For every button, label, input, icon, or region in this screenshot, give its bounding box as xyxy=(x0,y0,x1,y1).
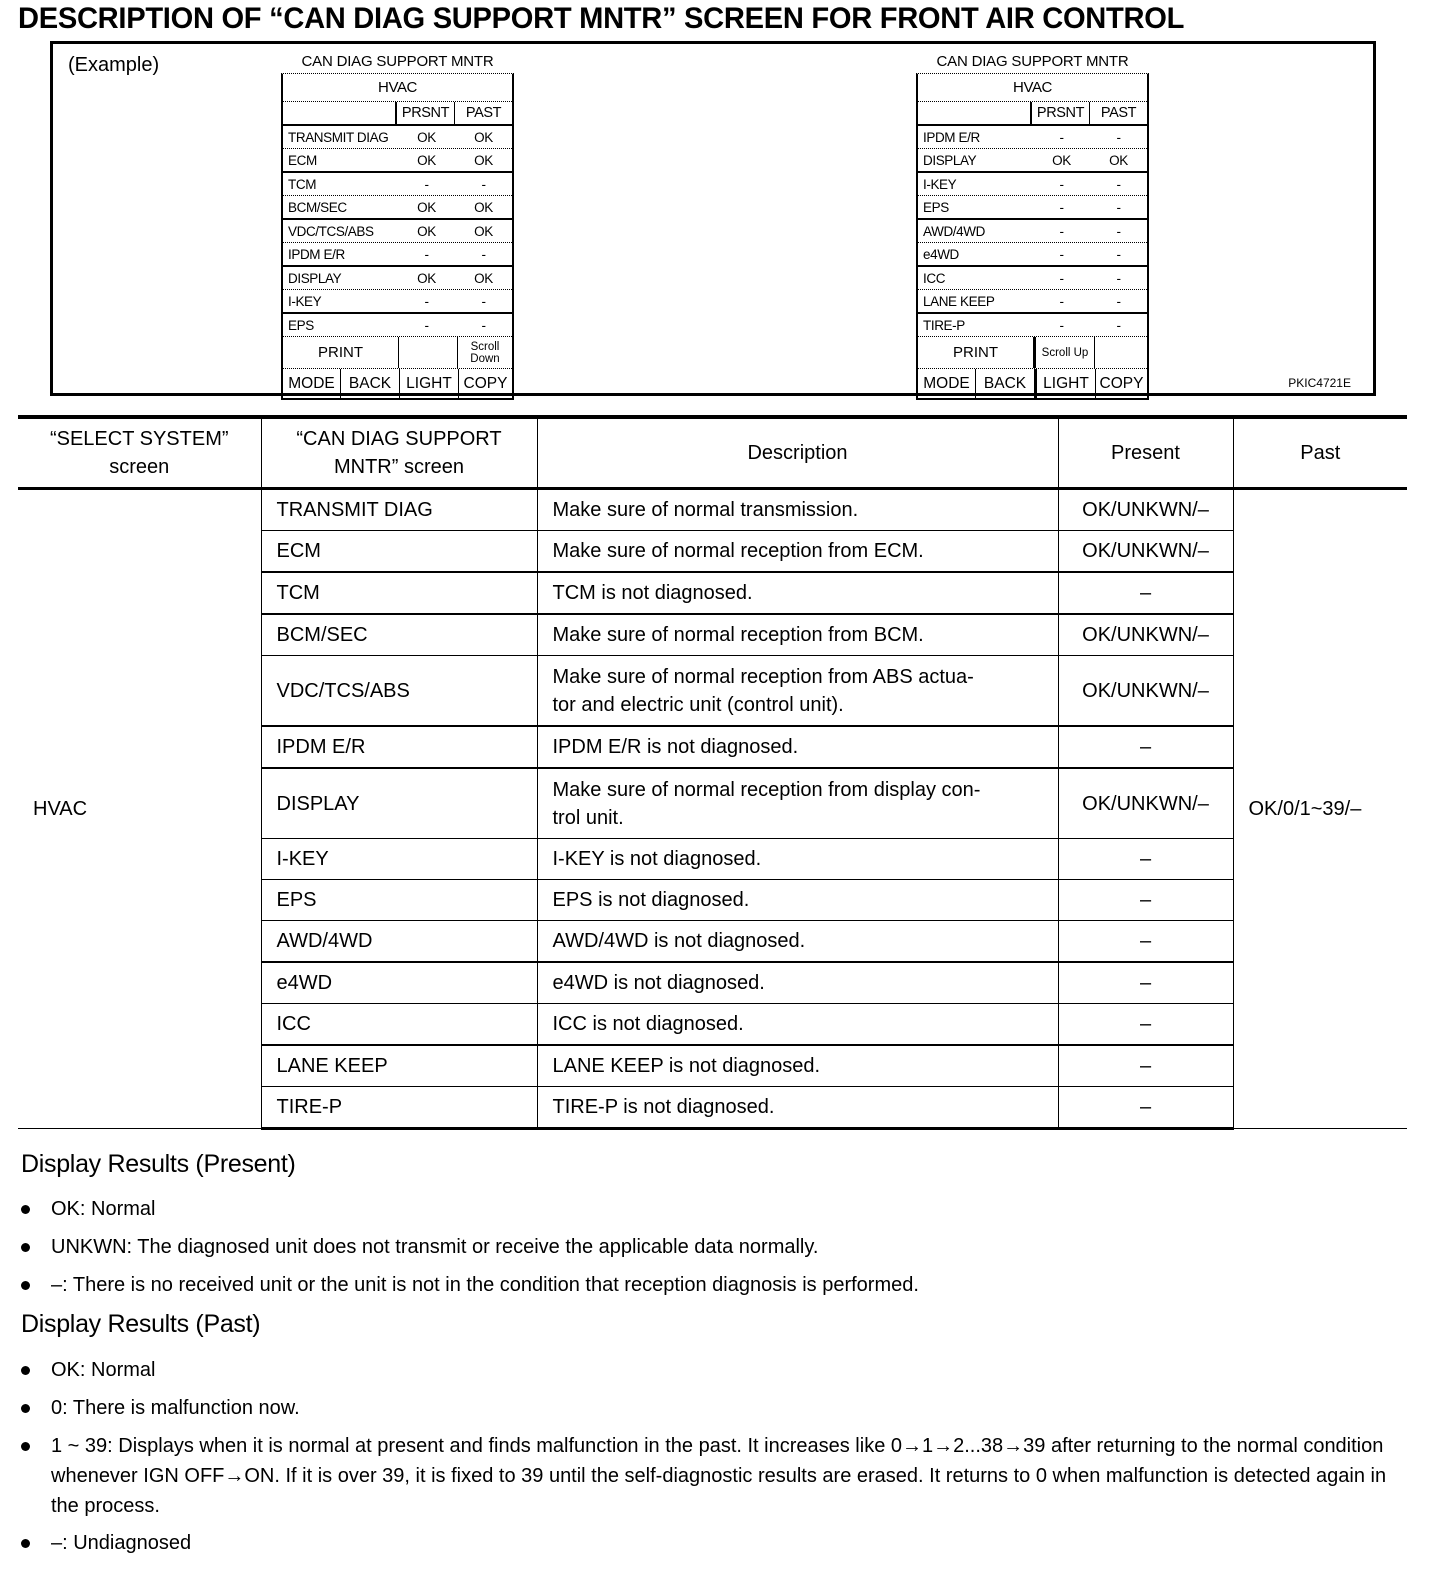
screen-row-item: DISPLAY xyxy=(923,152,977,168)
screen-title: CAN DIAG SUPPORT MNTR xyxy=(301,53,494,70)
screen-row xyxy=(918,220,1147,243)
item-cell: TIRE-P xyxy=(261,1087,537,1129)
header-can-diag: “CAN DIAG SUPPORT MNTR” screen xyxy=(261,417,537,489)
bullet-icon xyxy=(21,1539,30,1548)
screen-row-item: LANE KEEP xyxy=(923,293,995,309)
description-cell: Make sure of normal reception from display con- trol unit. xyxy=(537,768,1058,839)
col-past: PAST xyxy=(454,102,512,124)
screen-button-row-top xyxy=(918,337,1147,369)
screen-grid xyxy=(281,73,514,400)
screen-row-past: - xyxy=(1116,270,1121,286)
col-present: PRSNT xyxy=(395,102,454,124)
screen-row-present: - xyxy=(1059,223,1064,239)
light-button[interactable]: LIGHT xyxy=(400,369,459,398)
screen-row-item: ICC xyxy=(923,270,946,286)
screen-row-present: - xyxy=(1059,199,1064,215)
present-cell: – xyxy=(1058,921,1233,963)
screen-row-item: AWD/4WD xyxy=(923,223,985,239)
screen-row-present: OK xyxy=(417,199,436,215)
result-item xyxy=(21,1270,1416,1300)
bullet-icon xyxy=(21,1404,30,1413)
description-cell: EPS is not diagnosed. xyxy=(537,880,1058,921)
screen-button-row-bottom xyxy=(918,369,1147,398)
screen-row-past: OK xyxy=(474,129,493,145)
present-cell: OK/UNKWN/– xyxy=(1058,531,1233,573)
copy-button[interactable]: COPY xyxy=(463,374,508,392)
can-diag-table xyxy=(18,415,1407,1130)
screen-row xyxy=(918,290,1147,314)
screen-row-item: DISPLAY xyxy=(288,270,342,286)
header-select-system: “SELECT SYSTEM” screen xyxy=(18,417,261,489)
present-cell: – xyxy=(1058,962,1233,1004)
screen-row-present: - xyxy=(424,293,429,309)
can-diag-screen-2 xyxy=(916,51,1149,400)
present-cell: – xyxy=(1058,880,1233,921)
result-item xyxy=(21,1528,1416,1558)
screen-row xyxy=(918,196,1147,220)
screen-row xyxy=(918,314,1147,337)
figure-id: PKIC4721E xyxy=(1288,376,1351,390)
screen-row-item: I-KEY xyxy=(923,176,957,192)
present-cell: OK/UNKWN/– xyxy=(1058,614,1233,656)
header-past: Past xyxy=(1233,417,1407,489)
screen-row-past: - xyxy=(481,317,486,333)
back-button[interactable]: BACK xyxy=(976,369,1035,398)
screen-row-item: IPDM E/R xyxy=(288,246,345,262)
screen-row xyxy=(918,267,1147,290)
result-item xyxy=(21,1431,1416,1521)
bullet-icon xyxy=(21,1442,30,1451)
description-cell: I-KEY is not diagnosed. xyxy=(537,839,1058,880)
mode-button[interactable]: MODE xyxy=(918,369,976,398)
screen-row-present: OK xyxy=(417,152,436,168)
screen-row-past: - xyxy=(1116,317,1121,333)
screen-row xyxy=(283,220,512,243)
screen-row-present: - xyxy=(1059,317,1064,333)
screen-row-present: OK xyxy=(417,270,436,286)
screen-title: CAN DIAG SUPPORT MNTR xyxy=(936,53,1129,70)
print-button[interactable]: PRINT xyxy=(918,337,1034,368)
col-past: PAST xyxy=(1089,102,1147,124)
item-cell: BCM/SEC xyxy=(261,614,537,656)
present-cell: OK/UNKWN/– xyxy=(1058,656,1233,727)
screen-row-present: - xyxy=(424,246,429,262)
screen-row-item: TRANSMIT DIAG xyxy=(288,129,389,145)
screen-row-present: - xyxy=(424,317,429,333)
present-cell: – xyxy=(1058,839,1233,880)
screen-row-item: I-KEY xyxy=(288,293,322,309)
screen-row-past: - xyxy=(1116,246,1121,262)
description-cell: AWD/4WD is not diagnosed. xyxy=(537,921,1058,963)
bullet-icon xyxy=(21,1366,30,1375)
screen-row-item: BCM/SEC xyxy=(288,199,347,215)
blank-button xyxy=(399,337,458,368)
screen-row-past: - xyxy=(1116,293,1121,309)
description-cell: TCM is not diagnosed. xyxy=(537,572,1058,614)
screen-row-present: OK xyxy=(417,223,436,239)
screen-row-item: ECM xyxy=(288,152,317,168)
description-cell: IPDM E/R is not diagnosed. xyxy=(537,726,1058,768)
col-present: PRSNT xyxy=(1030,102,1089,124)
past-cell: OK/0/1~39/– xyxy=(1233,489,1407,1129)
screen-row-past: - xyxy=(481,293,486,309)
screen-row-item: EPS xyxy=(288,317,314,333)
screen-row xyxy=(918,243,1147,267)
result-item-text: OK: Normal xyxy=(51,1198,156,1220)
item-cell: ICC xyxy=(261,1004,537,1046)
item-cell: VDC/TCS/ABS xyxy=(261,656,537,727)
screen-row-item: EPS xyxy=(923,199,949,215)
screen-row-past: - xyxy=(481,176,486,192)
screen-system-label: HVAC xyxy=(918,74,1147,102)
screen-row xyxy=(918,126,1147,149)
screen-button-row-top xyxy=(283,337,512,369)
result-item-text: –: Undiagnosed xyxy=(51,1532,192,1554)
screen-row-item: TCM xyxy=(288,176,317,192)
screen-row-past: - xyxy=(1116,199,1121,215)
description-cell: Make sure of normal transmission. xyxy=(537,489,1058,531)
screen-row-past: - xyxy=(1116,223,1121,239)
screen-row-past: OK xyxy=(474,270,493,286)
scroll-up-button[interactable]: Scroll Up xyxy=(1034,337,1095,368)
item-cell: TRANSMIT DIAG xyxy=(261,489,537,531)
screen-row xyxy=(283,243,512,267)
scroll-down-button[interactable]: Scroll Down xyxy=(470,340,500,365)
screen-row xyxy=(283,314,512,337)
select-system-cell: HVAC xyxy=(18,489,261,1129)
screen-column-header xyxy=(918,102,1147,126)
bullet-icon xyxy=(21,1243,30,1252)
screen-row-present: - xyxy=(1059,246,1064,262)
back-button[interactable]: BACK xyxy=(341,369,400,398)
result-item-text: 0: There is malfunction now. xyxy=(51,1397,300,1419)
present-cell: OK/UNKWN/– xyxy=(1058,768,1233,839)
screen-row-past: - xyxy=(1116,129,1121,145)
description-cell: Make sure of normal reception from BCM. xyxy=(537,614,1058,656)
present-cell: – xyxy=(1058,572,1233,614)
item-cell: e4WD xyxy=(261,962,537,1004)
description-cell: LANE KEEP is not diagnosed. xyxy=(537,1045,1058,1087)
item-cell: ECM xyxy=(261,531,537,573)
screen-row xyxy=(283,149,512,173)
header-description: Description xyxy=(537,417,1058,489)
screen-row xyxy=(283,196,512,220)
item-cell: LANE KEEP xyxy=(261,1045,537,1087)
header-present: Present xyxy=(1058,417,1233,489)
item-cell: DISPLAY xyxy=(261,768,537,839)
screen-row-present: - xyxy=(424,176,429,192)
result-item-text: UNKWN: The diagnosed unit does not transmit or receive the applicable data normally. xyxy=(51,1236,819,1258)
screen-row-past: OK xyxy=(474,152,493,168)
result-item xyxy=(21,1232,1416,1262)
item-cell: AWD/4WD xyxy=(261,921,537,963)
mode-button[interactable]: MODE xyxy=(283,369,341,398)
screen-row-present: - xyxy=(1059,129,1064,145)
description-cell: Make sure of normal reception from ECM. xyxy=(537,531,1058,573)
copy-button[interactable]: COPY xyxy=(1099,374,1144,392)
present-cell: OK/UNKWN/– xyxy=(1058,489,1233,531)
past-results-heading: Display Results (Past) xyxy=(21,1310,261,1338)
page-title: DESCRIPTION OF “CAN DIAG SUPPORT MNTR” SCREEN FOR FRONT AIR CONTROL xyxy=(18,2,1185,35)
item-cell: TCM xyxy=(261,572,537,614)
screen-row-item: VDC/TCS/ABS xyxy=(288,223,374,239)
screen-row-item: TIRE-P xyxy=(923,317,965,333)
result-item xyxy=(21,1393,1416,1423)
present-cell: – xyxy=(1058,1045,1233,1087)
screen-row-present: OK xyxy=(1052,152,1071,168)
screen-row xyxy=(918,149,1147,173)
screen-row xyxy=(283,267,512,290)
screen-row-present: OK xyxy=(417,129,436,145)
item-cell: EPS xyxy=(261,880,537,921)
table-row xyxy=(18,489,1407,531)
screen-column-header xyxy=(283,102,512,126)
example-label: (Example) xyxy=(68,54,160,76)
screen-row-past: OK xyxy=(474,199,493,215)
result-item xyxy=(21,1194,1416,1224)
screen-row-past: OK xyxy=(1109,152,1128,168)
screen-row-item: e4WD xyxy=(923,246,959,262)
present-cell: – xyxy=(1058,1087,1233,1129)
screen-row-item: IPDM E/R xyxy=(923,129,980,145)
screen-grid xyxy=(916,73,1149,400)
table-header-row xyxy=(18,417,1407,489)
screen-row-present: - xyxy=(1059,176,1064,192)
result-item-text: OK: Normal xyxy=(51,1359,156,1381)
screen-row-past: - xyxy=(1116,176,1121,192)
screen-row xyxy=(283,126,512,149)
screen-row-present: - xyxy=(1059,293,1064,309)
screen-row-past: - xyxy=(481,246,486,262)
present-results-heading: Display Results (Present) xyxy=(21,1150,296,1178)
item-cell: IPDM E/R xyxy=(261,726,537,768)
blank-button xyxy=(1095,337,1147,368)
print-button[interactable]: PRINT xyxy=(283,337,399,368)
description-cell: ICC is not diagnosed. xyxy=(537,1004,1058,1046)
result-item xyxy=(21,1355,1416,1385)
screen-row xyxy=(283,290,512,314)
light-button[interactable]: LIGHT xyxy=(1035,369,1096,398)
screen-system-label: HVAC xyxy=(283,74,512,102)
bullet-icon xyxy=(21,1205,30,1214)
example-figure xyxy=(50,41,1376,396)
description-cell: Make sure of normal reception from ABS actua- tor and electric unit (control unit). xyxy=(537,656,1058,727)
description-cell: e4WD is not diagnosed. xyxy=(537,962,1058,1004)
present-cell: – xyxy=(1058,726,1233,768)
screen-row-past: OK xyxy=(474,223,493,239)
screen-row-present: - xyxy=(1059,270,1064,286)
screen-row xyxy=(283,173,512,196)
result-item-text: –: There is no received unit or the unit is not in the condition that reception diagnosis is performed. xyxy=(51,1274,919,1296)
present-cell: – xyxy=(1058,1004,1233,1046)
screen-button-row-bottom xyxy=(283,369,512,398)
screen-row xyxy=(918,173,1147,196)
description-cell: TIRE-P is not diagnosed. xyxy=(537,1087,1058,1129)
can-diag-screen-1 xyxy=(281,51,514,400)
result-item-text: 1 ~ 39: Displays when it is normal at present and finds malfunction in the past. It increases like 0→1→2...38→39 after returning to the normal condition whenever IGN OFF→ON. If it is over 39, it is fixed to 39 until the self-diagnostic results are erased. It returns to 0 when malfunction is detected again in the process. xyxy=(51,1435,1387,1517)
bullet-icon xyxy=(21,1281,30,1290)
item-cell: I-KEY xyxy=(261,839,537,880)
